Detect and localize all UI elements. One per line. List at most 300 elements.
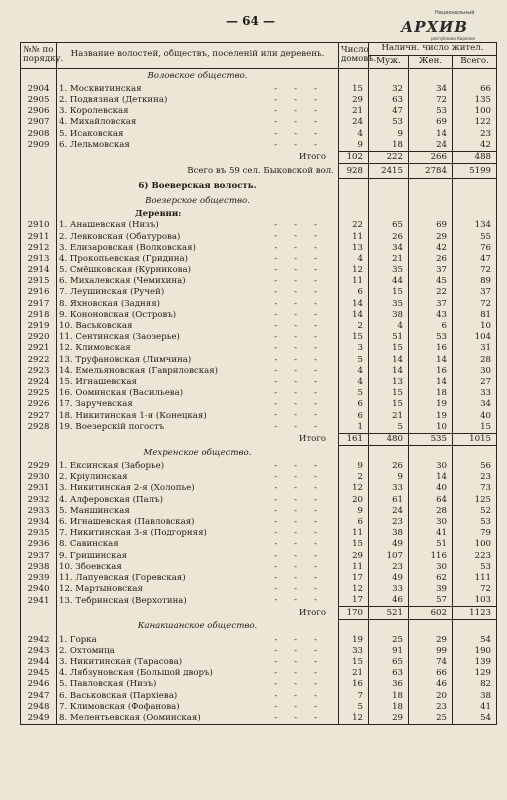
total-houses: 161 [339,433,369,445]
leader-dashes: --- [274,472,334,483]
men-count: 35 [369,265,409,276]
leader-dashes: --- [274,388,334,399]
section-title: Канакшанское общество. [57,619,339,635]
houses-count: 21 [339,106,369,117]
row-number: 2929 [21,461,57,472]
men-count: 33 [369,483,409,494]
total-count: 72 [453,584,497,595]
women-count: 29 [409,231,453,242]
table-row [21,517,497,528]
table-row [21,410,497,421]
table-row [21,343,497,354]
settlement-name-text: 3. Королевская [59,106,129,117]
houses-count: 13 [339,243,369,254]
settlement-name [57,573,339,584]
houses-count: 14 [339,299,369,310]
settlement-name-text: 13. Труфановская (Лимчина) [59,354,192,365]
houses-count: 6 [339,410,369,421]
cell-empty [369,209,409,220]
row-number: 2904 [21,84,57,95]
women-count: 28 [409,506,453,517]
cell-empty [409,194,453,209]
row-number-empty [21,164,57,179]
settlement-name [57,129,339,140]
total-count: 23 [453,129,497,140]
table-row [21,472,497,483]
settlement-name-text: 4. Михайловская [59,117,137,128]
women-count: 19 [409,410,453,421]
settlement-name [57,265,339,276]
cell-empty [409,446,453,462]
header-residents: Наличн. число жител. [369,43,497,56]
houses-count: 4 [339,377,369,388]
table-row [21,140,497,152]
settlement-name [57,366,339,377]
settlement-name-text: 7. Леушинская (Ручей) [59,287,165,298]
men-count: 4 [369,321,409,332]
row-number: 2933 [21,506,57,517]
women-count: 45 [409,276,453,287]
settlement-name [57,506,339,517]
settlement-name-text: 6. Игнашевская (Павловская) [59,517,195,528]
houses-count: 6 [339,399,369,410]
row-number: 2921 [21,343,57,354]
total-row [21,607,497,619]
houses-count: 20 [339,495,369,506]
row-number: 2907 [21,117,57,128]
total-men: 521 [369,607,409,619]
row-number: 2905 [21,95,57,106]
total-count: 135 [453,95,497,106]
houses-count: 5 [339,388,369,399]
men-count: 18 [369,691,409,702]
total-count: 37 [453,287,497,298]
row-number: 2915 [21,276,57,287]
total-count: 23 [453,472,497,483]
settlement-name-text: 5. Смёшковская (Курникова) [59,265,191,276]
settlement-name [57,399,339,410]
houses-count: 12 [339,265,369,276]
row-number-empty [21,194,57,209]
men-count: 35 [369,299,409,310]
settlement-name-text: 16. Ооминская (Васильева) [59,388,184,399]
houses-count: 16 [339,679,369,690]
settlement-name [57,231,339,242]
table-row [21,691,497,702]
men-count: 33 [369,584,409,595]
settlement-name-text: 8. Савинская [59,539,119,550]
settlement-name [57,84,339,95]
men-count: 53 [369,117,409,128]
settlement-name [57,646,339,657]
leader-dashes: --- [274,376,334,387]
leader-dashes: --- [274,410,334,421]
houses-count: 9 [339,506,369,517]
row-number: 2930 [21,472,57,483]
table-row [21,299,497,310]
women-count: 46 [409,679,453,690]
houses-count: 11 [339,562,369,573]
cell-empty [453,68,497,84]
leader-dashes: --- [274,253,334,264]
table-row [21,506,497,517]
total-count: 54 [453,713,497,725]
total-count: 42 [453,140,497,152]
settlement-name-text: 15. Игнашевская [59,376,137,387]
leader-dashes: --- [274,539,334,550]
women-count: 16 [409,366,453,377]
total-count: 89 [453,276,497,287]
header-houses: Число домовъ. [339,43,369,69]
settlement-name-text: 3. Никитинская (Тарасова) [59,657,183,668]
table-row [21,129,497,140]
table-row [21,461,497,472]
men-count: 61 [369,495,409,506]
total-count: 66 [453,84,497,95]
total-houses: 102 [339,151,369,163]
total-count: 82 [453,679,497,690]
settlement-name-text: 1. Анашевская (Низъ) [59,220,159,231]
men-count: 9 [369,129,409,140]
row-number: 2916 [21,287,57,298]
cell-empty [339,209,369,220]
table-row [21,495,497,506]
leader-dashes: --- [274,421,334,432]
women-count: 66 [409,668,453,679]
men-count: 26 [369,461,409,472]
leader-dashes: --- [274,94,334,105]
men-count: 23 [369,517,409,528]
leader-dashes: --- [274,139,334,150]
row-number: 2923 [21,366,57,377]
women-count: 6 [409,321,453,332]
settlement-name [57,276,339,287]
houses-count: 9 [339,140,369,152]
row-number: 2948 [21,702,57,713]
table-row [21,551,497,562]
settlement-name [57,377,339,388]
women-count: 29 [409,635,453,646]
settlement-name-text: 1. Горка [59,634,97,645]
section-title: Воловское общество. [57,68,339,84]
men-count: 25 [369,635,409,646]
settlement-name [57,140,339,152]
houses-count: 12 [339,584,369,595]
leader-dashes: --- [274,242,334,253]
settlement-name-text: 7. Никитинская 3-я (Подгорняя) [59,528,207,539]
row-number: 2945 [21,668,57,679]
men-count: 91 [369,646,409,657]
total-count: 122 [453,117,497,128]
row-number-empty [21,68,57,84]
settlement-name-text: 4. Лябзуновская (Большой дворъ) [59,668,213,679]
total-count: 72 [453,265,497,276]
settlement-name-text: 4. Прокопьевская (Гридина) [59,253,188,264]
settlement-name-text: 6. Лельмовская [59,140,130,151]
settlement-name-text: 8. Мелентьевская (Ооминская) [59,713,201,724]
table-row [21,366,497,377]
table-row [21,635,497,646]
row-number: 2941 [21,595,57,607]
leader-dashes: --- [274,528,334,539]
page-header [0,10,507,41]
row-number: 2931 [21,483,57,494]
settlement-name [57,332,339,343]
houses-count: 33 [339,646,369,657]
total-women: 266 [409,151,453,163]
cell-empty [369,194,409,209]
leader-dashes: --- [274,690,334,701]
women-count: 64 [409,495,453,506]
table-row [21,646,497,657]
total-label: Итого [57,607,339,619]
table-row [21,657,497,668]
women-count: 62 [409,573,453,584]
row-number: 2932 [21,495,57,506]
total-count: 104 [453,332,497,343]
men-count: 29 [369,713,409,725]
table-row [21,528,497,539]
logo-main-text: АРХИВ [401,18,468,36]
total-count: 56 [453,461,497,472]
men-count: 38 [369,310,409,321]
row-number: 2935 [21,528,57,539]
houses-count: 15 [339,84,369,95]
settlement-name [57,679,339,690]
total-count: 103 [453,595,497,607]
leader-dashes: --- [274,516,334,527]
section-row [21,194,497,209]
total-count: 81 [453,310,497,321]
census-table [20,42,497,725]
leader-dashes: --- [274,287,334,298]
leader-dashes: --- [274,231,334,242]
row-number: 2918 [21,310,57,321]
grand-total-men: 2415 [369,164,409,179]
women-count: 24 [409,140,453,152]
settlement-name-text: 12. Мартыновская [59,584,143,595]
leader-dashes: --- [274,265,334,275]
table-row [21,220,497,231]
cell-empty [453,179,497,195]
total-row [21,151,497,163]
houses-count: 14 [339,310,369,321]
total-count: 38 [453,691,497,702]
women-count: 19 [409,399,453,410]
table-header [21,43,497,69]
settlement-name-text: 3. Елизаровская (Волковская) [59,242,196,253]
cell-empty [339,194,369,209]
cell-empty [369,179,409,195]
men-count: 14 [369,355,409,366]
settlement-name-text: 10. Васьковская [59,321,133,332]
row-number: 2911 [21,231,57,242]
leader-dashes: --- [274,505,334,516]
grand-total-all: 5199 [453,164,497,179]
row-number: 2908 [21,129,57,140]
houses-count: 5 [339,355,369,366]
row-number: 2936 [21,539,57,550]
houses-count: 11 [339,276,369,287]
leader-dashes: --- [274,117,334,128]
settlement-name [57,310,339,321]
row-number-empty [21,151,57,163]
women-count: 30 [409,517,453,528]
logo-sub-text: республики Карелия [431,36,475,41]
men-count: 18 [369,702,409,713]
total-count: 111 [453,573,497,584]
women-count: 37 [409,265,453,276]
houses-count: 7 [339,691,369,702]
men-count: 51 [369,332,409,343]
total-count: 129 [453,668,497,679]
row-number-empty [21,209,57,220]
row-number: 2938 [21,562,57,573]
women-count: 53 [409,332,453,343]
women-count: 57 [409,595,453,607]
cell-empty [369,446,409,462]
houses-count: 12 [339,713,369,725]
houses-count: 29 [339,551,369,562]
total-count: 15 [453,422,497,434]
total-count: 28 [453,355,497,366]
settlement-name [57,595,339,607]
cell-empty [453,194,497,209]
men-count: 107 [369,551,409,562]
women-count: 74 [409,657,453,668]
leader-dashes: --- [274,572,334,583]
women-count: 14 [409,472,453,483]
logo-top-text: Национальный [435,10,475,16]
settlement-name-text: 11. Сентинская (Заозерье) [59,332,180,343]
houses-count: 4 [339,129,369,140]
row-number: 2920 [21,332,57,343]
leader-dashes: --- [274,584,334,595]
table-row [21,377,497,388]
women-count: 34 [409,84,453,95]
settlement-name-text: 17. Заручевская [59,399,133,410]
settlement-name [57,220,339,231]
women-count: 42 [409,243,453,254]
volost-title: 6) Воеверская волость. [57,179,339,195]
table-row [21,254,497,265]
header-no: №№ по порядку. [21,43,57,69]
total-count: 139 [453,657,497,668]
men-count: 26 [369,231,409,242]
table-row [21,713,497,725]
settlement-name-text: 12. Климовская [59,343,131,354]
total-row [21,433,497,445]
header-name: Название волостей, обществъ, поселеній или деревень. [57,43,339,69]
women-count: 26 [409,254,453,265]
settlement-name-text: 4. Алферовская (Палъ) [59,494,163,505]
settlement-name [57,539,339,550]
leader-dashes: --- [274,483,334,494]
women-count: 69 [409,220,453,231]
cell-empty [369,68,409,84]
leader-dashes: --- [274,298,334,309]
total-men: 222 [369,151,409,163]
men-count: 15 [369,343,409,354]
settlement-name [57,691,339,702]
leader-dashes: --- [274,561,334,572]
settlement-name-text: 19. Воезерскій погостъ [59,421,165,432]
total-count: 10 [453,321,497,332]
grand-total-women: 2784 [409,164,453,179]
cell-empty [339,68,369,84]
row-number-empty [21,619,57,635]
table-row [21,539,497,550]
header-men: Муж. [369,55,409,68]
section-title: Мехренское общество. [57,446,339,462]
men-count: 32 [369,84,409,95]
row-number: 2926 [21,399,57,410]
women-count: 116 [409,551,453,562]
table-row [21,231,497,242]
row-number: 2946 [21,679,57,690]
women-count: 18 [409,388,453,399]
settlement-name-text: 14. Емельяновская (Гавриловская) [59,365,218,376]
total-count: 76 [453,243,497,254]
settlement-name [57,254,339,265]
settlement-name [57,95,339,106]
settlement-name [57,472,339,483]
total-count: 100 [453,106,497,117]
settlement-name [57,106,339,117]
row-number: 2925 [21,388,57,399]
settlement-name-text: 6. Васьковская (Пархiева) [59,690,178,701]
settlement-name-text: 10. Збоевская [59,561,122,572]
men-count: 13 [369,377,409,388]
total-count: 100 [453,539,497,550]
grand-total-label: Всего въ 59 сел. Быковской вол. [57,164,339,179]
table-row [21,702,497,713]
men-count: 18 [369,140,409,152]
settlement-name [57,243,339,254]
total-count: 54 [453,635,497,646]
women-count: 14 [409,377,453,388]
row-number: 2922 [21,355,57,366]
total-count: 33 [453,388,497,399]
table-row [21,321,497,332]
cell-empty [409,179,453,195]
houses-count: 17 [339,595,369,607]
leader-dashes: --- [274,634,334,645]
total-count: 55 [453,231,497,242]
settlement-name-text: 6. Михалевская (Чемихина) [59,276,186,287]
total-count: 27 [453,377,497,388]
table-row [21,95,497,106]
women-count: 69 [409,117,453,128]
row-number: 2944 [21,657,57,668]
leader-dashes: --- [274,365,334,376]
settlement-name-text: 7. Климовская (Фофанова) [59,701,180,712]
leader-dashes: --- [274,106,334,117]
table-row [21,483,497,494]
cell-empty [339,619,369,635]
table-row [21,310,497,321]
houses-count: 11 [339,231,369,242]
leader-dashes: --- [274,332,334,343]
cell-empty [409,619,453,635]
cell-empty [409,209,453,220]
total-all: 488 [453,151,497,163]
houses-count: 11 [339,528,369,539]
total-label: Итого [57,433,339,445]
total-label: Итого [57,151,339,163]
row-number: 2937 [21,551,57,562]
total-count: 40 [453,410,497,421]
